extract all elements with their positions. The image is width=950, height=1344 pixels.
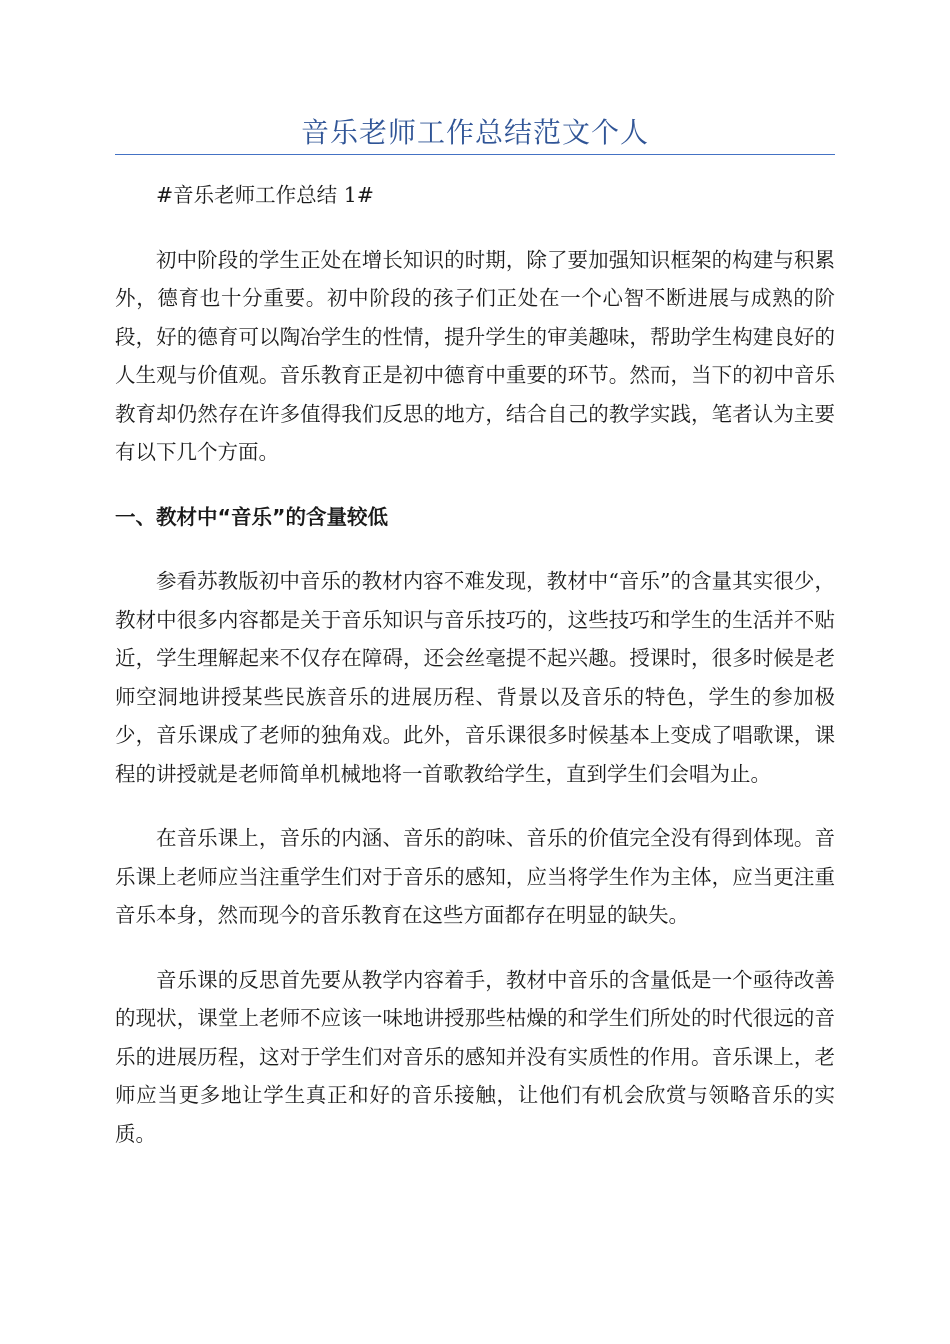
title-underline (115, 154, 835, 155)
document-body (115, 176, 835, 1153)
intro-paragraph: 初中阶段的学生正处在增长知识的时期，除了要加强知识框架的构建与积累外，德育也十分重要。初中阶段的孩子们正处在一个心智不断进展与成熟的阶段，好的德育可以陶冶学生的性情，提升学生的审美趣味，帮助学生构建良好的人生观与价值观。音乐教育正是初中德育中重要的环节。然而，当下的初中音乐教育却仍然存在许多值得我们反思的地方，结合自己的教学实践，笔者认为主要有以下几个方面。 (115, 247, 835, 464)
body-paragraph: 在音乐课上，音乐的内涵、音乐的韵味、音乐的价值完全没有得到体现。音乐课上老师应当注重学生们对于音乐的感知，应当将学生作为主体，应当更注重音乐本身，然而现今的音乐教育在这些方面都存在明显的缺失。 (115, 826, 835, 927)
section-heading: 一、教材中“音乐”的含量较低 (115, 504, 388, 529)
section-marker: #音乐老师工作总结 1# (156, 183, 374, 207)
body-paragraph: 音乐课的反思首先要从教学内容着手，教材中音乐的含量低是一个亟待改善的现状，课堂上老师不应该一味地讲授那些枯燥的和学生们所处的时代很远的音乐的进展历程，这对于学生们对音乐的感知并没有实质性的作用。音乐课上，老师应当更多地让学生真正和好的音乐接触，让他们有机会欣赏与领略音乐的实质。 (115, 967, 835, 1146)
body-paragraph: 参看苏教版初中音乐的教材内容不难发现，教材中“音乐”的含量其实很少，教材中很多内容都是关于音乐知识与音乐技巧的，这些技巧和学生的生活并不贴近，学生理解起来不仅存在障碍，还会丝毫提不起兴趣。授课时，很多时候是老师空洞地讲授某些民族音乐的进展历程、背景以及音乐的特色，学生的参加极少，音乐课成了老师的独角戏。此外，音乐课很多时候基本上变成了唱歌课，课程的讲授就是老师简单机械地将一首歌教给学生，直到学生们会唱为止。 (115, 569, 835, 786)
document-title: 音乐老师工作总结范文个人 (300, 116, 649, 149)
